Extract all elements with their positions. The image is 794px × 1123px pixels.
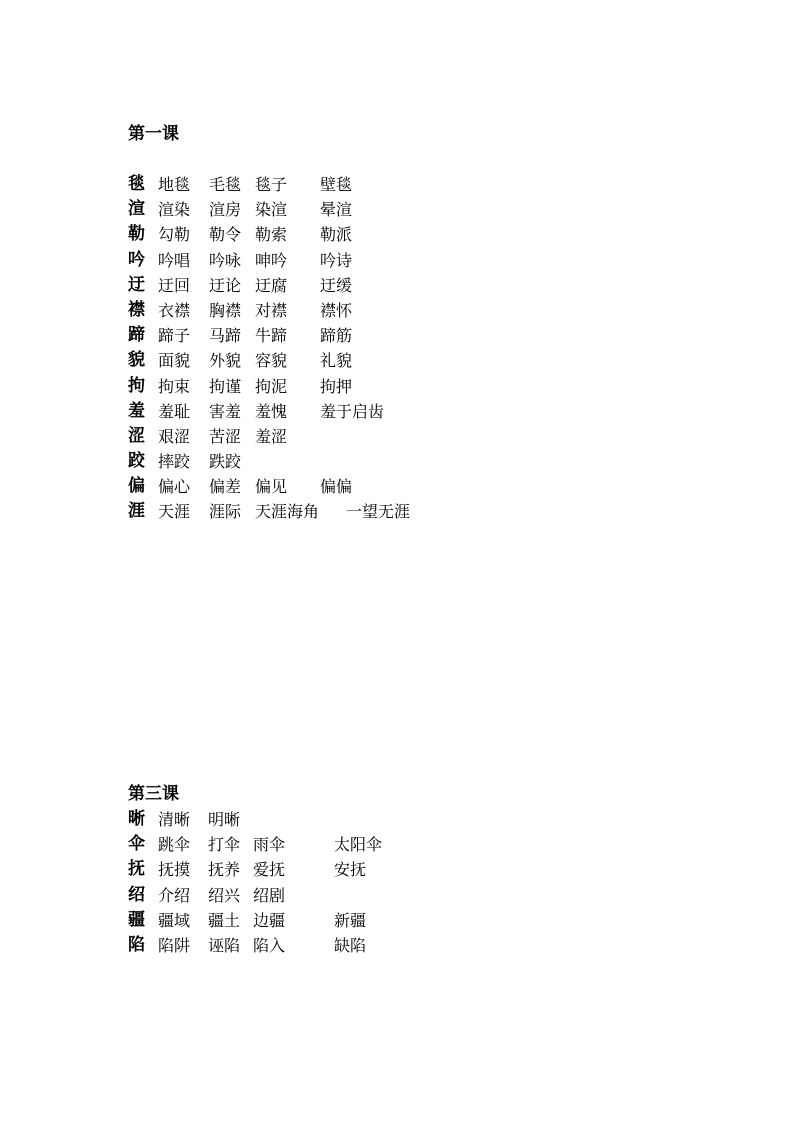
vocab-word: 雨伞 — [253, 835, 286, 855]
vocab-word: 抚摸 — [158, 860, 191, 880]
vocab-word: 拘束 — [158, 376, 191, 396]
vocab-row — [128, 857, 367, 882]
vocab-word: 缺陷 — [334, 935, 367, 955]
vocab-word: 跳伞 — [158, 835, 191, 855]
vocab-word: 襟怀 — [320, 300, 353, 320]
vocab-word: 迂回 — [158, 275, 191, 295]
vocab-char: 吟 — [128, 249, 145, 270]
vocab-char: 涯 — [128, 501, 145, 522]
vocab-row — [128, 197, 353, 222]
vocab-word: 迂缓 — [320, 275, 353, 295]
vocab-word: 天涯海角 — [255, 502, 320, 522]
vocab-char: 渲 — [128, 199, 145, 220]
vocab-char: 绍 — [128, 884, 145, 905]
vocab-word: 偏见 — [255, 477, 288, 497]
vocab-char: 疆 — [128, 909, 145, 930]
vocab-word: 诬陷 — [208, 935, 241, 955]
vocab-word: 拘泥 — [255, 376, 288, 396]
vocab-word: 羞愧 — [255, 401, 288, 421]
vocab-word: 安抚 — [334, 860, 367, 880]
vocab-row — [128, 424, 288, 449]
vocab-char: 襟 — [128, 299, 145, 320]
vocab-word: 偏心 — [158, 477, 191, 497]
vocab-word: 面貌 — [158, 351, 191, 371]
vocab-word: 陷阱 — [158, 935, 191, 955]
vocab-word: 涯际 — [209, 502, 242, 522]
vocab-char: 涩 — [128, 425, 145, 446]
vocab-word: 吟诗 — [320, 250, 353, 270]
vocab-word: 蹄筋 — [320, 326, 353, 346]
vocab-word: 摔跤 — [158, 452, 191, 472]
vocab-row — [128, 908, 367, 933]
vocab-row — [128, 399, 385, 424]
vocab-word: 马蹄 — [209, 326, 242, 346]
vocab-word: 对襟 — [255, 300, 288, 320]
vocab-row — [128, 499, 411, 524]
vocab-char: 偏 — [128, 476, 145, 497]
vocab-word: 太阳伞 — [334, 835, 383, 855]
vocab-row — [128, 222, 353, 247]
vocab-word: 晕渲 — [320, 200, 353, 220]
vocab-word: 偏差 — [209, 477, 242, 497]
vocab-word: 蹄子 — [158, 326, 191, 346]
vocab-word: 天涯 — [158, 502, 191, 522]
lesson-3-title: 第三课 — [128, 784, 179, 804]
vocab-word: 迂腐 — [255, 275, 288, 295]
vocab-word: 疆域 — [158, 910, 191, 930]
vocab-word: 爱抚 — [253, 860, 286, 880]
vocab-char: 晰 — [128, 809, 145, 829]
vocab-row — [128, 348, 353, 373]
vocab-word: 绍兴 — [208, 885, 241, 905]
vocab-word: 衣襟 — [158, 300, 191, 320]
vocab-word: 渲房 — [209, 200, 242, 220]
vocab-row — [128, 883, 286, 908]
vocab-word: 迂论 — [209, 275, 242, 295]
vocab-char: 伞 — [128, 834, 145, 855]
vocab-word: 容貌 — [255, 351, 288, 371]
vocab-word: 陷入 — [253, 935, 286, 955]
vocab-word: 外貌 — [209, 351, 242, 371]
vocab-word: 拘谨 — [209, 376, 242, 396]
vocab-word: 清晰 — [158, 810, 191, 829]
vocab-row — [128, 474, 353, 499]
vocab-word: 勒派 — [320, 225, 353, 245]
lesson-3-section — [128, 782, 383, 958]
vocab-word: 染渲 — [255, 200, 288, 220]
vocab-row — [128, 807, 241, 832]
vocab-char: 勒 — [128, 224, 145, 245]
vocab-word: 渲染 — [158, 200, 191, 220]
vocab-char: 毯 — [128, 174, 145, 194]
vocab-word: 一望无涯 — [346, 502, 411, 522]
vocab-word: 勒令 — [209, 225, 242, 245]
vocab-char: 抚 — [128, 859, 145, 880]
vocab-word: 牛蹄 — [255, 326, 288, 346]
vocab-row — [128, 273, 353, 298]
vocab-row — [128, 933, 367, 958]
vocab-row — [128, 832, 383, 857]
vocab-word: 介绍 — [158, 885, 191, 905]
vocab-word: 羞于启齿 — [320, 401, 385, 421]
vocab-row — [128, 172, 353, 197]
vocab-word: 勾勒 — [158, 225, 191, 245]
vocab-char: 蹄 — [128, 325, 145, 346]
vocab-word: 新疆 — [334, 910, 367, 930]
vocab-char: 貌 — [128, 350, 145, 371]
vocab-char: 羞 — [128, 400, 145, 421]
vocab-word: 绍剧 — [253, 885, 286, 905]
vocab-word: 吟咏 — [209, 250, 242, 270]
vocab-word: 羞耻 — [158, 401, 191, 421]
vocab-row — [128, 449, 242, 474]
vocab-word: 苦涩 — [209, 426, 242, 446]
vocab-word: 跌跤 — [209, 452, 242, 472]
vocab-word: 礼貌 — [320, 351, 353, 371]
vocab-char: 陷 — [128, 934, 145, 955]
vocab-word: 吟唱 — [158, 250, 191, 270]
lesson-1-title: 第一课 — [128, 124, 179, 144]
vocab-row — [128, 323, 353, 348]
vocab-word: 打伞 — [208, 835, 241, 855]
vocab-char: 跤 — [128, 451, 145, 472]
vocab-word: 拘押 — [320, 376, 353, 396]
vocab-word: 壁毯 — [320, 175, 353, 194]
vocab-word: 毛毯 — [209, 175, 242, 194]
vocab-word: 地毯 — [158, 175, 191, 194]
vocab-word: 边疆 — [253, 910, 286, 930]
vocab-word: 抚养 — [208, 860, 241, 880]
vocab-row — [128, 248, 353, 273]
vocab-word: 偏偏 — [320, 477, 353, 497]
vocab-word: 羞涩 — [255, 426, 288, 446]
vocab-word: 艰涩 — [158, 426, 191, 446]
vocab-word: 胸襟 — [209, 300, 242, 320]
vocab-word: 勒索 — [255, 225, 288, 245]
vocab-word: 呻吟 — [255, 250, 288, 270]
lesson-1-section — [128, 122, 411, 525]
vocab-char: 拘 — [128, 375, 145, 396]
vocab-word: 明晰 — [208, 810, 241, 829]
vocab-word: 害羞 — [209, 401, 242, 421]
vocab-word: 毯子 — [255, 175, 288, 194]
vocab-word: 疆土 — [208, 910, 241, 930]
vocab-char: 迂 — [128, 274, 145, 295]
vocab-row — [128, 374, 353, 399]
vocab-row — [128, 298, 353, 323]
